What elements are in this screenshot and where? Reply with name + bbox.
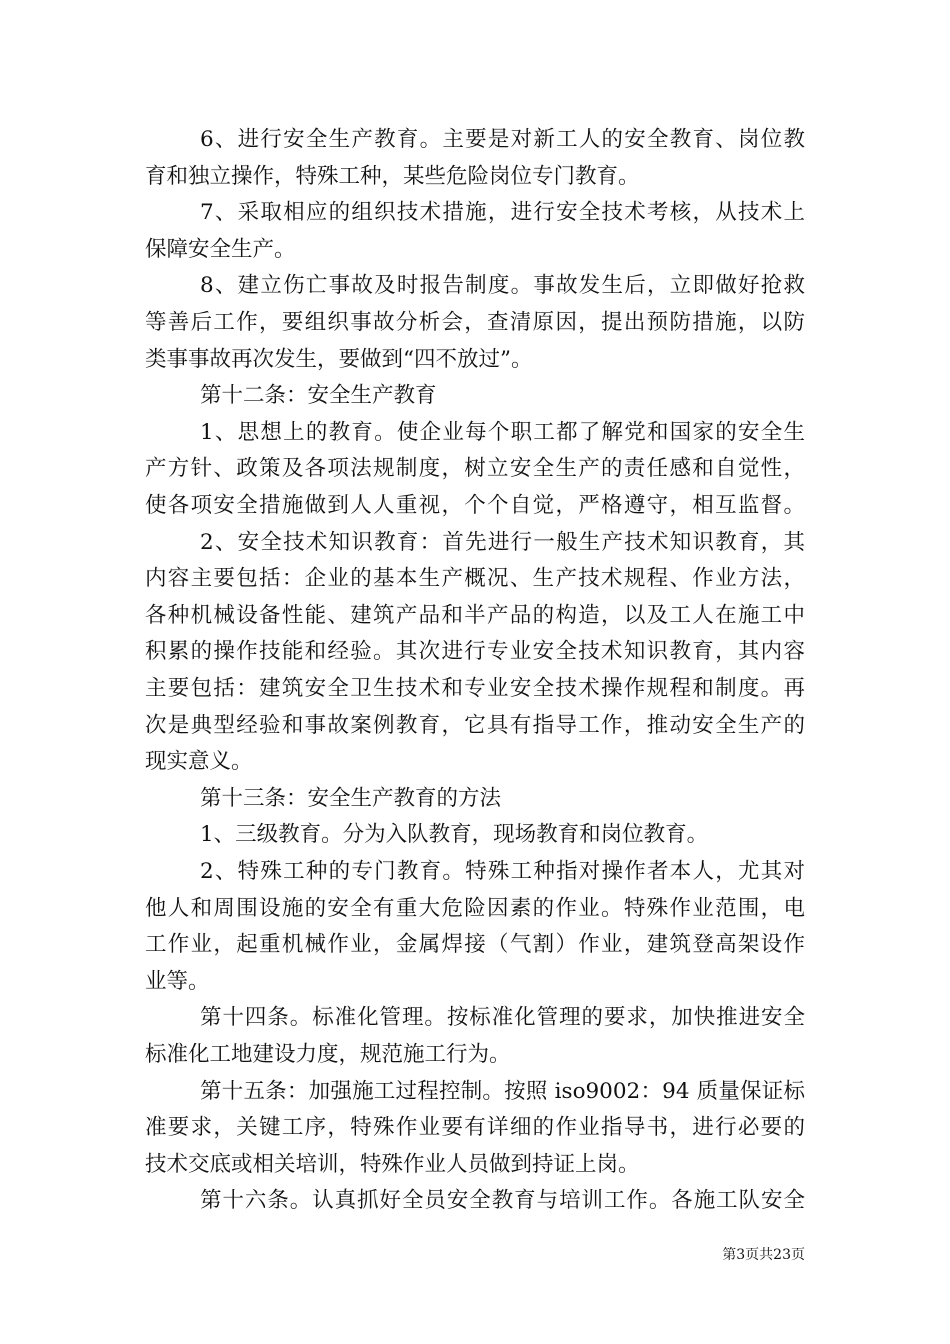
text-line: 业等。	[145, 968, 210, 994]
text-line: 技术交底或相关培训，特殊作业人员做到持证上岗。	[145, 1151, 640, 1177]
text-line: 育和独立操作，特殊工种，某些危险岗位专门教育。	[145, 163, 640, 189]
text-line: 第十六条。认真抓好全员安全教育与培训工作。各施工队安全	[200, 1188, 805, 1214]
text-line: 主要包括：建筑安全卫生技术和专业安全技术操作规程和制度。再	[145, 676, 805, 701]
page-number: 第3页共23页	[722, 1247, 805, 1263]
text-line: 各种机械设备性能、建筑产品和半产品的构造，以及工人在施工中	[145, 602, 805, 628]
text-line: 次是典型经验和事故案例教育，它具有指导工作，推动安全生产的	[145, 712, 805, 738]
text-line: 类事事故再次发生，要做到“四不放过”。	[145, 346, 533, 372]
text-line: 保障安全生产。	[145, 236, 296, 262]
text-line: 标准化工地建设力度，规范施工行为。	[145, 1042, 511, 1067]
text-line: 他人和周围设施的安全有重大危险因素的作业。特殊作业范围，电	[145, 895, 805, 921]
text-line: 8、建立伤亡事故及时报告制度。事故发生后，立即做好抢救	[200, 273, 805, 299]
text-line: 内容主要包括：企业的基本生产概况、生产技术规程、作业方法，	[145, 566, 805, 592]
text-line: 准要求，关键工序，特殊作业要有详细的作业指导书，进行必要的	[145, 1115, 805, 1141]
text-line: 现实意义。	[145, 749, 253, 775]
text-line: 使各项安全措施做到人人重视，个个自觉，严格遵守，相互监督。	[145, 493, 805, 518]
text-line: 第十五条：加强施工过程控制。按照 iso9002：94 质量保证标	[200, 1078, 805, 1104]
text-line: 2、特殊工种的专门教育。特殊工种指对操作者本人，尤其对	[200, 859, 805, 884]
text-line: 6、进行安全生产教育。主要是对新工人的安全教育、岗位教	[200, 127, 805, 152]
text-line: 1、三级教育。分为入队教育，现场教育和岗位教育。	[200, 822, 709, 848]
text-line: 1、思想上的教育。使企业每个职工都了解党和国家的安全生	[200, 419, 805, 445]
text-line: 产方针、政策及各项法规制度，树立安全生产的责任感和自觉性，	[145, 456, 805, 482]
text-line: 第十四条。标准化管理。按标准化管理的要求，加快推进安全	[200, 1005, 805, 1031]
text-line: 2、安全技术知识教育：首先进行一般生产技术知识教育，其	[200, 529, 805, 555]
text-line: 积累的操作技能和经验。其次进行专业安全技术知识教育，其内容	[145, 639, 805, 665]
text-line: 第十二条：安全生产教育	[200, 383, 437, 409]
text-line: 第十三条：安全生产教育的方法	[200, 785, 502, 811]
text-line: 工作业，起重机械作业，金属焊接（气割）作业，建筑登高架设作	[145, 932, 805, 958]
text-line: 等善后工作，要组织事故分析会，查清原因，提出预防措施，以防	[145, 310, 805, 335]
text-line: 7、采取相应的组织技术措施，进行安全技术考核，从技术上	[200, 200, 805, 226]
